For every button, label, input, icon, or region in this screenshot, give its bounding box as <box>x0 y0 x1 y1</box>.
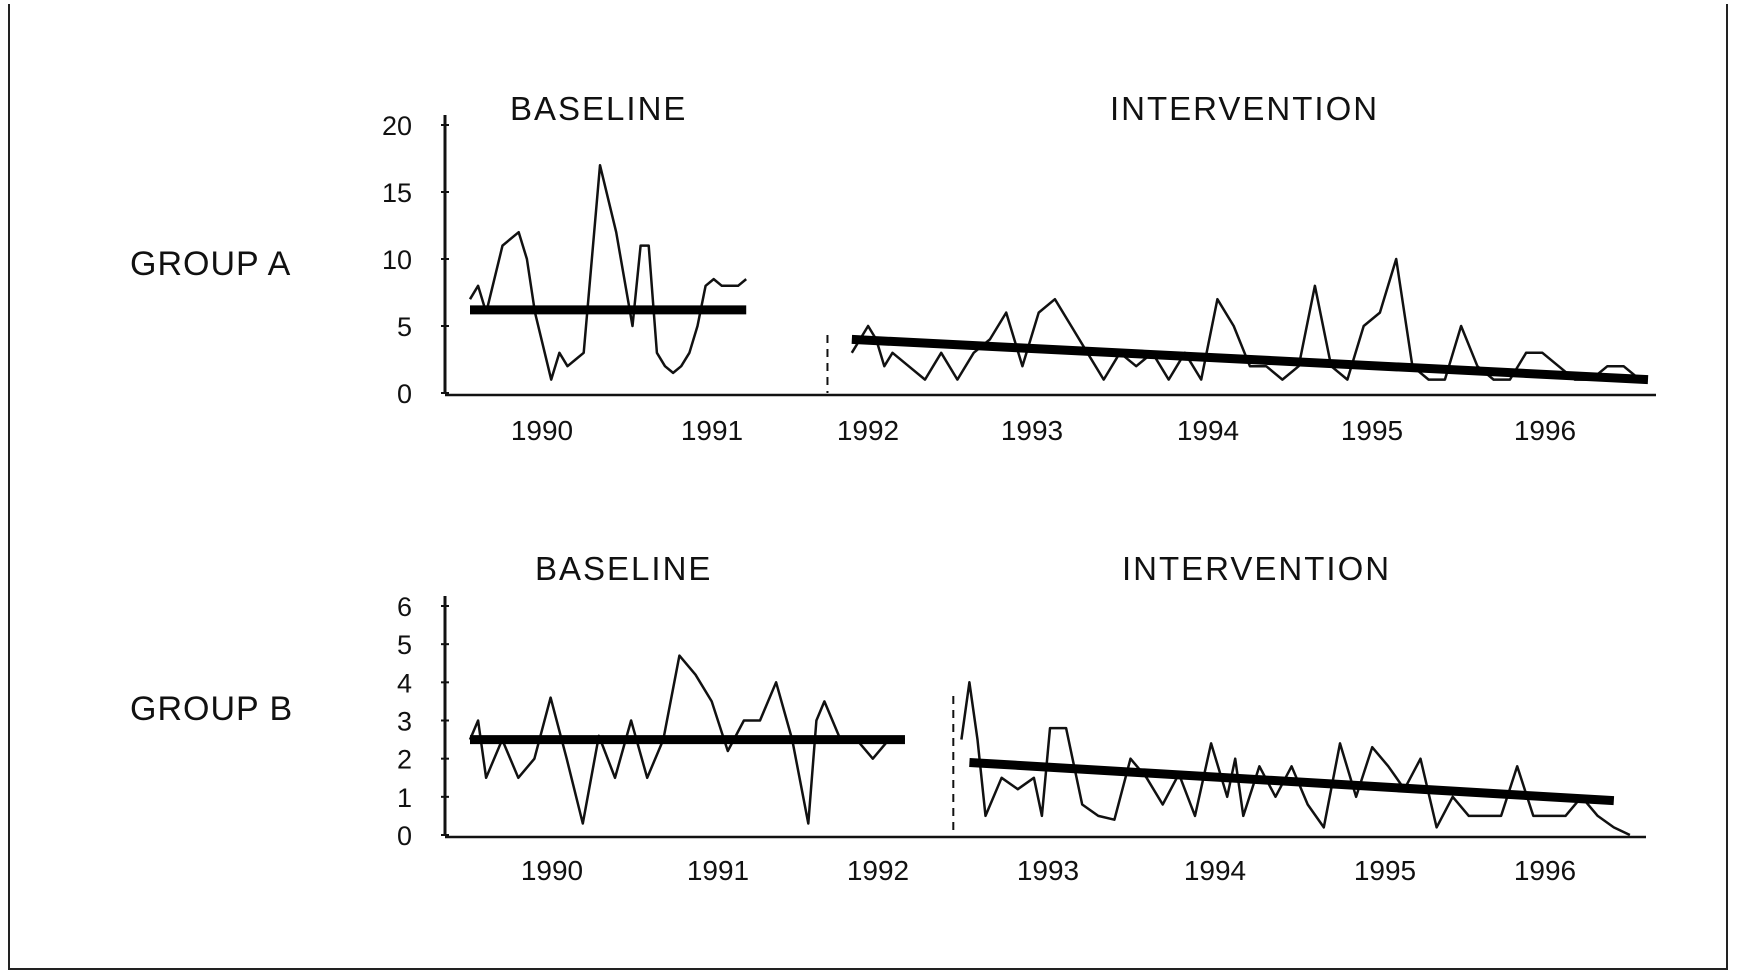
x-tick-label: 1991 <box>686 855 750 886</box>
x-tick-label: 1994 <box>1176 415 1240 446</box>
x-tick-label: 1992 <box>846 855 910 886</box>
y-tick-label: 15 <box>381 178 412 208</box>
group-label: GROUP A <box>130 245 292 283</box>
x-tick-label: 1994 <box>1183 855 1247 886</box>
x-tick-label: 1990 <box>520 855 584 886</box>
phase-label-intervention: INTERVENTION <box>1110 90 1380 127</box>
y-tick-label: 10 <box>381 245 412 275</box>
phase-label-baseline: BASELINE <box>535 550 713 587</box>
x-tick-label: 1995 <box>1340 415 1404 446</box>
y-tick-label: 0 <box>396 821 412 851</box>
phase-label-baseline: BASELINE <box>510 90 688 127</box>
x-tick-label: 1995 <box>1353 855 1417 886</box>
y-tick-label: 1 <box>396 782 412 813</box>
y-tick-label: 5 <box>396 312 412 342</box>
group-label: GROUP B <box>130 690 294 728</box>
y-tick-label: 20 <box>381 111 412 141</box>
phase-label-intervention: INTERVENTION <box>1122 550 1392 587</box>
x-tick-label: 1990 <box>510 415 574 446</box>
y-tick-label: 4 <box>396 668 412 699</box>
x-tick-label: 1991 <box>680 415 744 446</box>
x-tick-label: 1996 <box>1513 415 1577 446</box>
y-tick-label: 3 <box>396 706 412 737</box>
data-line-baseline <box>470 165 746 379</box>
y-tick-label: 2 <box>396 744 412 775</box>
y-tick-label: 5 <box>396 630 412 661</box>
x-tick-label: 1993 <box>1016 855 1080 886</box>
x-tick-label: 1993 <box>1000 415 1064 446</box>
trend-line-intervention <box>852 339 1648 379</box>
x-tick-label: 1996 <box>1513 855 1577 886</box>
x-tick-label: 1992 <box>836 415 900 446</box>
data-line-intervention <box>961 682 1630 835</box>
y-tick-label: 6 <box>396 592 412 622</box>
y-tick-label: 0 <box>396 379 412 409</box>
